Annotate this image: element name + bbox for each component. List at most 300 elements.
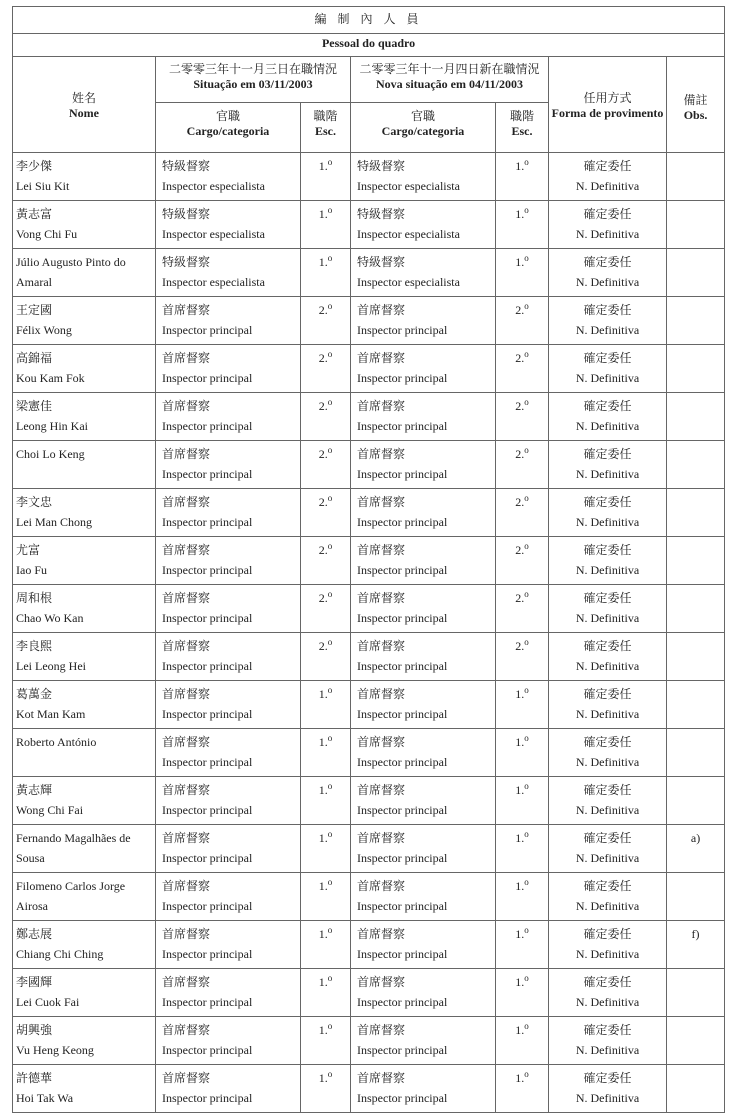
name-line-2: Vong Chi Fu xyxy=(16,227,78,241)
esc-old-value: 1. xyxy=(318,687,328,701)
cargo-new-cell xyxy=(351,393,496,441)
esc-new-cell xyxy=(496,441,549,489)
ordinal-mark: o xyxy=(524,493,529,503)
cargo-new-zh: 首席督察 xyxy=(357,687,406,701)
cargo-old-cell xyxy=(156,537,301,585)
esc-old-value: 1. xyxy=(318,975,328,989)
ordinal-mark: o xyxy=(327,157,333,167)
cargo-new-pt: Inspector principal xyxy=(357,803,448,817)
forma-zh: 確定委任 xyxy=(583,735,632,749)
obs-cell xyxy=(667,681,725,729)
ordinal-mark: o xyxy=(524,349,529,359)
cargo-old-zh: 首席督察 xyxy=(162,879,211,893)
cargo-new-cell xyxy=(351,825,496,873)
ordinal-mark: o xyxy=(327,205,333,215)
esc-old-value: 2. xyxy=(318,303,328,317)
esc-old-value: 2. xyxy=(318,591,328,605)
ordinal-mark: o xyxy=(327,733,333,743)
name-cell xyxy=(13,489,156,537)
esc-old-cell xyxy=(301,489,351,537)
esc-new-cell xyxy=(496,585,549,633)
esc-new-cell xyxy=(496,1017,549,1065)
forma-zh: 確定委任 xyxy=(583,159,632,173)
ordinal-mark: o xyxy=(524,253,529,263)
esc-new-value: 2. xyxy=(515,591,525,605)
forma-zh: 確定委任 xyxy=(583,831,632,845)
forma-zh: 確定委任 xyxy=(583,591,632,605)
cargo-new-zh: 首席督察 xyxy=(357,495,406,509)
table-row xyxy=(13,585,725,633)
cargo-old-zh: 首席督察 xyxy=(162,927,211,941)
table-row xyxy=(13,201,725,249)
forma-pt: N. Definitiva xyxy=(575,227,640,241)
cargo-new-zh: 特級督察 xyxy=(357,207,406,221)
cargo-new-pt: Inspector especialista xyxy=(357,275,460,289)
ordinal-mark: o xyxy=(327,1021,333,1031)
cargo-new-cell xyxy=(351,441,496,489)
cargo-old-pt: Inspector especialista xyxy=(162,275,265,289)
ordinal-mark: o xyxy=(524,637,529,647)
forma-pt: N. Definitiva xyxy=(575,947,640,961)
ordinal-mark: o xyxy=(524,973,529,983)
name-cell xyxy=(13,153,156,201)
table-row xyxy=(13,873,725,921)
forma-pt: N. Definitiva xyxy=(575,515,640,529)
forma-pt: N. Definitiva xyxy=(575,611,640,625)
name-line-1: 葛萬金 xyxy=(16,687,53,701)
esc-old-cell xyxy=(301,537,351,585)
cargo-old-zh: 首席督察 xyxy=(162,351,211,365)
forma-cell xyxy=(549,537,667,585)
cargo-old-pt: Inspector principal xyxy=(162,851,253,865)
cargo-old-zh: 首席督察 xyxy=(162,831,211,845)
cargo-old-zh: 首席督察 xyxy=(162,543,211,557)
cargo-old-cell xyxy=(156,345,301,393)
name-line-2: Félix Wong xyxy=(16,323,72,337)
cargo-old-pt: Inspector principal xyxy=(162,659,253,673)
cargo-new-zh: 首席督察 xyxy=(357,879,406,893)
ordinal-mark: o xyxy=(524,157,529,167)
cargo-new-pt: Inspector principal xyxy=(357,899,448,913)
esc-new-value: 1. xyxy=(515,975,525,989)
forma-pt: N. Definitiva xyxy=(575,995,640,1009)
cargo-old-cell xyxy=(156,153,301,201)
ordinal-mark: o xyxy=(327,493,333,503)
esc-new-value: 1. xyxy=(515,159,525,173)
cargo-old-zh: 特級督察 xyxy=(162,207,211,221)
forma-cell xyxy=(549,969,667,1017)
esc-old-value: 1. xyxy=(318,159,328,173)
name-cell xyxy=(13,681,156,729)
obs-cell xyxy=(667,585,725,633)
cargo-new-pt: Inspector especialista xyxy=(357,227,460,241)
table-row xyxy=(13,345,725,393)
cargo-old-cell xyxy=(156,393,301,441)
obs-cell xyxy=(667,873,725,921)
esc-old-cell xyxy=(301,345,351,393)
ordinal-mark: o xyxy=(524,877,529,887)
name-line-2: Iao Fu xyxy=(16,563,47,577)
header-situacao-old xyxy=(156,57,351,103)
forma-pt: N. Definitiva xyxy=(575,323,640,337)
forma-zh: 確定委任 xyxy=(583,639,632,653)
cargo-old-cell xyxy=(156,921,301,969)
ordinal-mark: o xyxy=(327,925,333,935)
ordinal-mark: o xyxy=(524,925,529,935)
header-cargo-new-zh: 官職 xyxy=(410,109,435,123)
obs-cell xyxy=(667,777,725,825)
obs-value: a) xyxy=(690,831,701,845)
ordinal-mark: o xyxy=(524,589,529,599)
forma-pt: N. Definitiva xyxy=(575,563,640,577)
forma-cell xyxy=(549,633,667,681)
name-line-2: Leong Hin Kai xyxy=(16,419,88,433)
cargo-new-pt: Inspector principal xyxy=(357,611,448,625)
cargo-old-pt: Inspector principal xyxy=(162,563,253,577)
forma-zh: 確定委任 xyxy=(583,399,632,413)
cargo-old-pt: Inspector principal xyxy=(162,611,253,625)
name-line-2: Kou Kam Fok xyxy=(16,371,85,385)
header-esc-old-zh: 職階 xyxy=(313,109,338,123)
obs-cell xyxy=(667,537,725,585)
forma-pt: N. Definitiva xyxy=(575,899,640,913)
esc-new-cell xyxy=(496,921,549,969)
name-line-1: Choi Lo Keng xyxy=(16,447,85,461)
table-row xyxy=(13,1065,725,1113)
cargo-old-pt: Inspector especialista xyxy=(162,179,265,193)
cargo-old-pt: Inspector principal xyxy=(162,755,253,769)
esc-new-value: 2. xyxy=(515,495,525,509)
esc-old-cell xyxy=(301,921,351,969)
cargo-new-pt: Inspector principal xyxy=(357,323,448,337)
forma-pt: N. Definitiva xyxy=(575,659,640,673)
cargo-old-zh: 首席督察 xyxy=(162,975,211,989)
name-cell xyxy=(13,201,156,249)
cargo-old-zh: 首席督察 xyxy=(162,639,211,653)
cargo-old-pt: Inspector principal xyxy=(162,995,253,1009)
cargo-new-pt: Inspector principal xyxy=(357,947,448,961)
cargo-new-pt: Inspector principal xyxy=(357,995,448,1009)
ordinal-mark: o xyxy=(327,301,333,311)
forma-zh: 確定委任 xyxy=(583,303,632,317)
esc-old-value: 1. xyxy=(318,255,328,269)
ordinal-mark: o xyxy=(524,445,529,455)
cargo-new-cell xyxy=(351,873,496,921)
cargo-new-zh: 首席督察 xyxy=(357,1023,406,1037)
obs-cell xyxy=(667,153,725,201)
table-subtitle: Pessoal do quadro xyxy=(13,34,725,57)
staff-table xyxy=(12,6,725,1113)
cargo-new-cell xyxy=(351,345,496,393)
cargo-new-cell xyxy=(351,921,496,969)
obs-cell xyxy=(667,921,725,969)
esc-new-value: 2. xyxy=(515,543,525,557)
cargo-new-pt: Inspector principal xyxy=(357,563,448,577)
forma-pt: N. Definitiva xyxy=(575,467,640,481)
table-row xyxy=(13,969,725,1017)
cargo-new-cell xyxy=(351,537,496,585)
cargo-old-pt: Inspector principal xyxy=(162,1091,253,1105)
forma-cell xyxy=(549,1017,667,1065)
cargo-old-cell xyxy=(156,729,301,777)
esc-old-value: 1. xyxy=(318,927,328,941)
cargo-new-cell xyxy=(351,969,496,1017)
header-cargo-old xyxy=(156,103,301,153)
header-nome-pt: Nome xyxy=(69,105,99,120)
obs-cell xyxy=(667,201,725,249)
cargo-new-zh: 特級督察 xyxy=(357,159,406,173)
forma-pt: N. Definitiva xyxy=(575,755,640,769)
ordinal-mark: o xyxy=(327,973,333,983)
esc-old-cell xyxy=(301,681,351,729)
esc-old-cell xyxy=(301,873,351,921)
esc-old-cell xyxy=(301,729,351,777)
cargo-new-zh: 首席督察 xyxy=(357,351,406,365)
name-line-1: 高錦福 xyxy=(16,351,53,365)
esc-old-cell xyxy=(301,201,351,249)
cargo-old-cell xyxy=(156,873,301,921)
name-line-1: 李文忠 xyxy=(16,495,53,509)
name-cell xyxy=(13,297,156,345)
cargo-new-pt: Inspector principal xyxy=(357,1091,448,1105)
esc-new-cell xyxy=(496,393,549,441)
ordinal-mark: o xyxy=(524,685,529,695)
obs-cell xyxy=(667,1065,725,1113)
esc-old-value: 1. xyxy=(318,831,328,845)
esc-new-value: 1. xyxy=(515,735,525,749)
table-row xyxy=(13,249,725,297)
name-cell xyxy=(13,921,156,969)
ordinal-mark: o xyxy=(327,877,333,887)
ordinal-mark: o xyxy=(524,733,529,743)
name-line-1: Fernando Magalhães de xyxy=(16,831,131,845)
esc-new-cell xyxy=(496,729,549,777)
forma-zh: 確定委任 xyxy=(583,255,632,269)
esc-old-value: 2. xyxy=(318,447,328,461)
esc-old-value: 1. xyxy=(318,735,328,749)
esc-old-cell xyxy=(301,153,351,201)
obs-cell xyxy=(667,441,725,489)
cargo-old-cell xyxy=(156,681,301,729)
name-line-1: 黃志富 xyxy=(16,207,53,221)
forma-zh: 確定委任 xyxy=(583,351,632,365)
forma-cell xyxy=(549,345,667,393)
header-cargo-new-pt: Cargo/categoria xyxy=(381,124,465,138)
forma-pt: N. Definitiva xyxy=(575,275,640,289)
cargo-old-pt: Inspector principal xyxy=(162,323,253,337)
forma-zh: 確定委任 xyxy=(583,1023,632,1037)
cargo-old-pt: Inspector principal xyxy=(162,899,253,913)
name-line-1: 鄭志展 xyxy=(16,927,53,941)
cargo-old-zh: 首席督察 xyxy=(162,399,211,413)
esc-old-value: 2. xyxy=(318,495,328,509)
forma-pt: N. Definitiva xyxy=(575,1043,640,1057)
obs-cell xyxy=(667,825,725,873)
name-line-1: 胡興強 xyxy=(16,1023,53,1037)
name-line-2: Lei Leong Hei xyxy=(16,659,86,673)
header-situacao-new-zh: 二零零三年十一月四日新在職情況 xyxy=(359,62,540,76)
cargo-new-cell xyxy=(351,201,496,249)
esc-new-value: 1. xyxy=(515,687,525,701)
forma-cell xyxy=(549,921,667,969)
ordinal-mark: o xyxy=(327,349,333,359)
esc-old-value: 1. xyxy=(318,1071,328,1085)
table-row xyxy=(13,1017,725,1065)
esc-old-value: 1. xyxy=(318,207,328,221)
cargo-old-pt: Inspector principal xyxy=(162,515,253,529)
forma-cell xyxy=(549,873,667,921)
cargo-old-cell xyxy=(156,969,301,1017)
table-row xyxy=(13,393,725,441)
cargo-old-zh: 首席督察 xyxy=(162,783,211,797)
header-forma xyxy=(549,57,667,153)
cargo-new-cell xyxy=(351,585,496,633)
name-cell xyxy=(13,873,156,921)
table-row xyxy=(13,297,725,345)
ordinal-mark: o xyxy=(327,589,333,599)
name-line-1: 李國輝 xyxy=(16,975,53,989)
ordinal-mark: o xyxy=(524,781,529,791)
ordinal-mark: o xyxy=(524,301,529,311)
cargo-old-cell xyxy=(156,777,301,825)
cargo-new-pt: Inspector principal xyxy=(357,851,448,865)
cargo-old-pt: Inspector principal xyxy=(162,947,253,961)
table-row xyxy=(13,681,725,729)
esc-old-value: 1. xyxy=(318,783,328,797)
cargo-new-zh: 首席督察 xyxy=(357,831,406,845)
forma-cell xyxy=(549,489,667,537)
cargo-old-pt: Inspector principal xyxy=(162,707,253,721)
cargo-new-cell xyxy=(351,1017,496,1065)
ordinal-mark: o xyxy=(327,253,333,263)
esc-new-cell xyxy=(496,489,549,537)
name-cell xyxy=(13,249,156,297)
forma-cell xyxy=(549,1065,667,1113)
name-line-2: Vu Heng Keong xyxy=(16,1043,94,1057)
cargo-old-cell xyxy=(156,249,301,297)
obs-cell xyxy=(667,393,725,441)
cargo-new-zh: 首席督察 xyxy=(357,639,406,653)
esc-new-cell xyxy=(496,825,549,873)
esc-old-cell xyxy=(301,585,351,633)
cargo-old-cell xyxy=(156,441,301,489)
cargo-old-zh: 特級督察 xyxy=(162,159,211,173)
forma-zh: 確定委任 xyxy=(583,783,632,797)
header-forma-zh: 任用方式 xyxy=(583,90,632,105)
name-cell xyxy=(13,633,156,681)
cargo-old-pt: Inspector principal xyxy=(162,467,253,481)
name-line-1: Júlio Augusto Pinto do xyxy=(16,255,126,269)
cargo-old-zh: 首席督察 xyxy=(162,1023,211,1037)
name-line-1: Roberto António xyxy=(16,735,97,749)
header-esc-new xyxy=(496,103,549,153)
cargo-new-zh: 首席督察 xyxy=(357,447,406,461)
name-line-1: 周和根 xyxy=(16,591,53,605)
name-line-1: 王定國 xyxy=(16,303,53,317)
esc-old-value: 2. xyxy=(318,639,328,653)
forma-cell xyxy=(549,393,667,441)
esc-new-cell xyxy=(496,873,549,921)
esc-new-cell xyxy=(496,681,549,729)
cargo-new-pt: Inspector principal xyxy=(357,371,448,385)
header-nome xyxy=(13,57,156,153)
esc-new-cell xyxy=(496,969,549,1017)
cargo-new-cell xyxy=(351,633,496,681)
forma-zh: 確定委任 xyxy=(583,927,632,941)
name-line-2: Chao Wo Kan xyxy=(16,611,84,625)
cargo-new-zh: 首席督察 xyxy=(357,591,406,605)
esc-old-cell xyxy=(301,1017,351,1065)
cargo-old-zh: 首席督察 xyxy=(162,495,211,509)
forma-zh: 確定委任 xyxy=(583,687,632,701)
esc-new-cell xyxy=(496,777,549,825)
table-row xyxy=(13,777,725,825)
name-line-1: 黃志輝 xyxy=(16,783,53,797)
cargo-new-pt: Inspector principal xyxy=(357,419,448,433)
name-line-2: Hoi Tak Wa xyxy=(16,1091,74,1105)
forma-zh: 確定委任 xyxy=(583,447,632,461)
name-line-1: 李良熙 xyxy=(16,639,53,653)
forma-cell xyxy=(549,297,667,345)
cargo-new-zh: 首席督察 xyxy=(357,735,406,749)
forma-pt: N. Definitiva xyxy=(575,1091,640,1105)
table-row xyxy=(13,153,725,201)
forma-cell xyxy=(549,153,667,201)
ordinal-mark: o xyxy=(524,1069,529,1079)
forma-zh: 確定委任 xyxy=(583,975,632,989)
name-cell xyxy=(13,585,156,633)
esc-old-value: 2. xyxy=(318,399,328,413)
esc-old-value: 1. xyxy=(318,1023,328,1037)
header-cargo-new xyxy=(351,103,496,153)
esc-new-value: 1. xyxy=(515,831,525,845)
esc-new-value: 2. xyxy=(515,399,525,413)
header-obs-pt: Obs. xyxy=(683,108,708,122)
cargo-new-cell xyxy=(351,153,496,201)
name-line-2: Chiang Chi Ching xyxy=(16,947,104,961)
forma-cell xyxy=(549,825,667,873)
name-line-1: 梁憲佳 xyxy=(16,399,53,413)
name-cell xyxy=(13,441,156,489)
forma-cell xyxy=(549,729,667,777)
ordinal-mark: o xyxy=(327,445,333,455)
forma-zh: 確定委任 xyxy=(583,879,632,893)
table-row xyxy=(13,633,725,681)
esc-new-cell xyxy=(496,537,549,585)
cargo-new-zh: 首席督察 xyxy=(357,1071,406,1085)
cargo-old-zh: 特級督察 xyxy=(162,255,211,269)
name-line-1: 許德華 xyxy=(16,1071,53,1085)
cargo-new-pt: Inspector principal xyxy=(357,515,448,529)
name-line-1: 李少傑 xyxy=(16,159,53,173)
esc-old-value: 2. xyxy=(318,543,328,557)
ordinal-mark: o xyxy=(327,637,333,647)
table-row xyxy=(13,441,725,489)
ordinal-mark: o xyxy=(327,1069,333,1079)
header-esc-new-pt: Esc. xyxy=(511,124,533,138)
name-cell xyxy=(13,345,156,393)
cargo-new-cell xyxy=(351,489,496,537)
cargo-new-pt: Inspector principal xyxy=(357,659,448,673)
obs-cell xyxy=(667,969,725,1017)
cargo-new-zh: 特級督察 xyxy=(357,255,406,269)
cargo-new-cell xyxy=(351,1065,496,1113)
header-esc-old xyxy=(301,103,351,153)
cargo-old-zh: 首席督察 xyxy=(162,1071,211,1085)
cargo-new-pt: Inspector principal xyxy=(357,1043,448,1057)
header-esc-old-pt: Esc. xyxy=(315,124,336,138)
forma-pt: N. Definitiva xyxy=(575,179,640,193)
